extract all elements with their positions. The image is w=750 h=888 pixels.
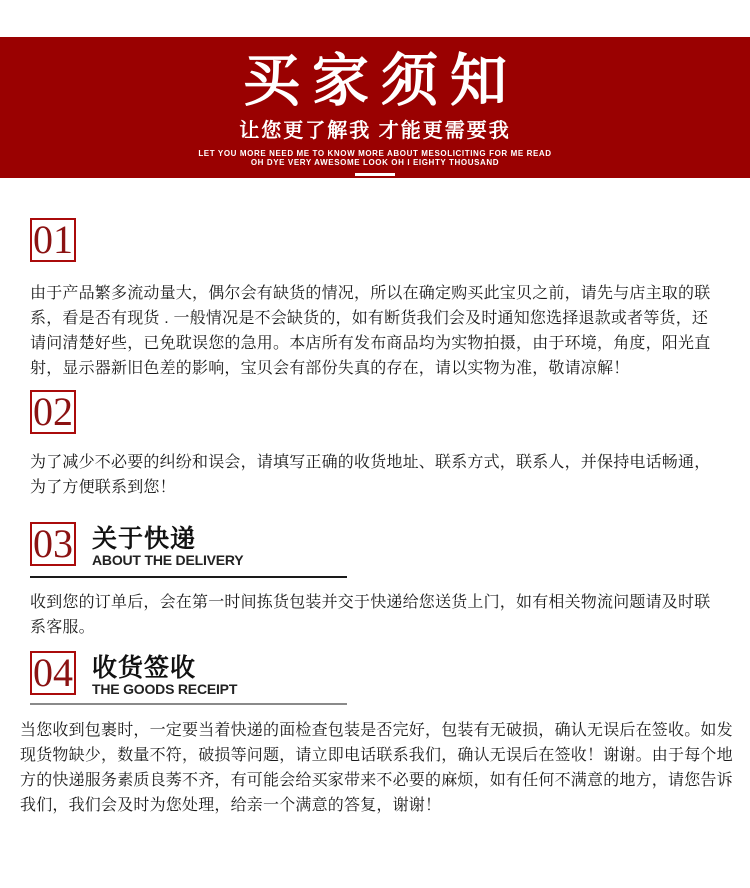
section-subtitle: ABOUT THE DELIVERY — [92, 552, 244, 568]
header-banner — [0, 37, 750, 178]
section-header — [30, 522, 720, 568]
section-number-badge — [30, 651, 76, 695]
section-subtitle: THE GOODS RECEIPT — [92, 681, 238, 697]
section-04 — [20, 650, 733, 818]
section-number: 04 — [33, 650, 73, 695]
section-title: 关于快递 — [92, 525, 197, 553]
section-number-badge — [30, 390, 76, 434]
buyer-notice-page — [0, 37, 750, 818]
section-02 — [30, 390, 720, 500]
tagline-line-2: OH DYE VERY AWESOME LOOK OH I EIGHTY THOUSAND — [250, 158, 500, 167]
section-title: 收货签收 — [92, 654, 197, 682]
section-body: 当您收到包裹时，一定要当着快递的面检查包装是否完好，包装有无破损，确认无误后在签收。如发现货物缺少，数量不符，破损等问题，请立即电话联系我们，确认无误后在签收！谢谢。由于每个地方的快递服务素质良莠不齐，有可能会给买家带来不必要的麻烦，如有任何不满意的地方，请您告诉我们，我们会及时为您处理，给亲一个满意的答复，谢谢！ — [20, 722, 733, 814]
section-number: 03 — [33, 521, 73, 566]
section-titles — [92, 522, 243, 568]
notice-content — [0, 218, 750, 818]
section-divider — [30, 703, 347, 705]
section-titles — [92, 651, 237, 697]
section-01 — [30, 218, 720, 381]
section-number: 02 — [33, 389, 73, 434]
page-subtitle: 让您更了解我 才能更需要我 — [239, 120, 511, 142]
page-title: 买家须知 — [243, 49, 519, 113]
section-number-badge — [30, 218, 76, 262]
section-body: 为了减少不必要的纠纷和误会，请填写正确的收货地址、联系方式，联系人，并保持电话畅通，为了方便联系到您！ — [30, 454, 711, 496]
divider-dash — [355, 173, 395, 176]
section-number: 01 — [33, 217, 73, 262]
section-03 — [30, 522, 720, 640]
section-body: 收到您的订单后，会在第一时间拣货包装并交于快递给您送货上门，如有相关物流问题请及时联系客服。 — [30, 594, 711, 636]
section-body: 由于产品繁多流动量大，偶尔会有缺货的情况，所以在确定购买此宝贝之前，请先与店主取的联系，看是否有现货 . 一般情况是不会缺货的，如有断货我们会及时通知您选择退款或者等货，还请问清楚好些，已免耽误您的急用。本店所有发布商品均为实物拍摄，由于环境，角度，阳光直射，显示器新旧色差的影响，宝贝会有部份失真的存在，请以实物为准，敬请凉解！ — [30, 285, 711, 377]
tagline-line-1: LET YOU MORE NEED ME TO KNOW MORE ABOUT MESOLICITING FOR ME READ — [198, 149, 552, 158]
section-divider — [30, 576, 347, 578]
section-number-badge — [30, 522, 76, 566]
section-header — [30, 651, 720, 697]
